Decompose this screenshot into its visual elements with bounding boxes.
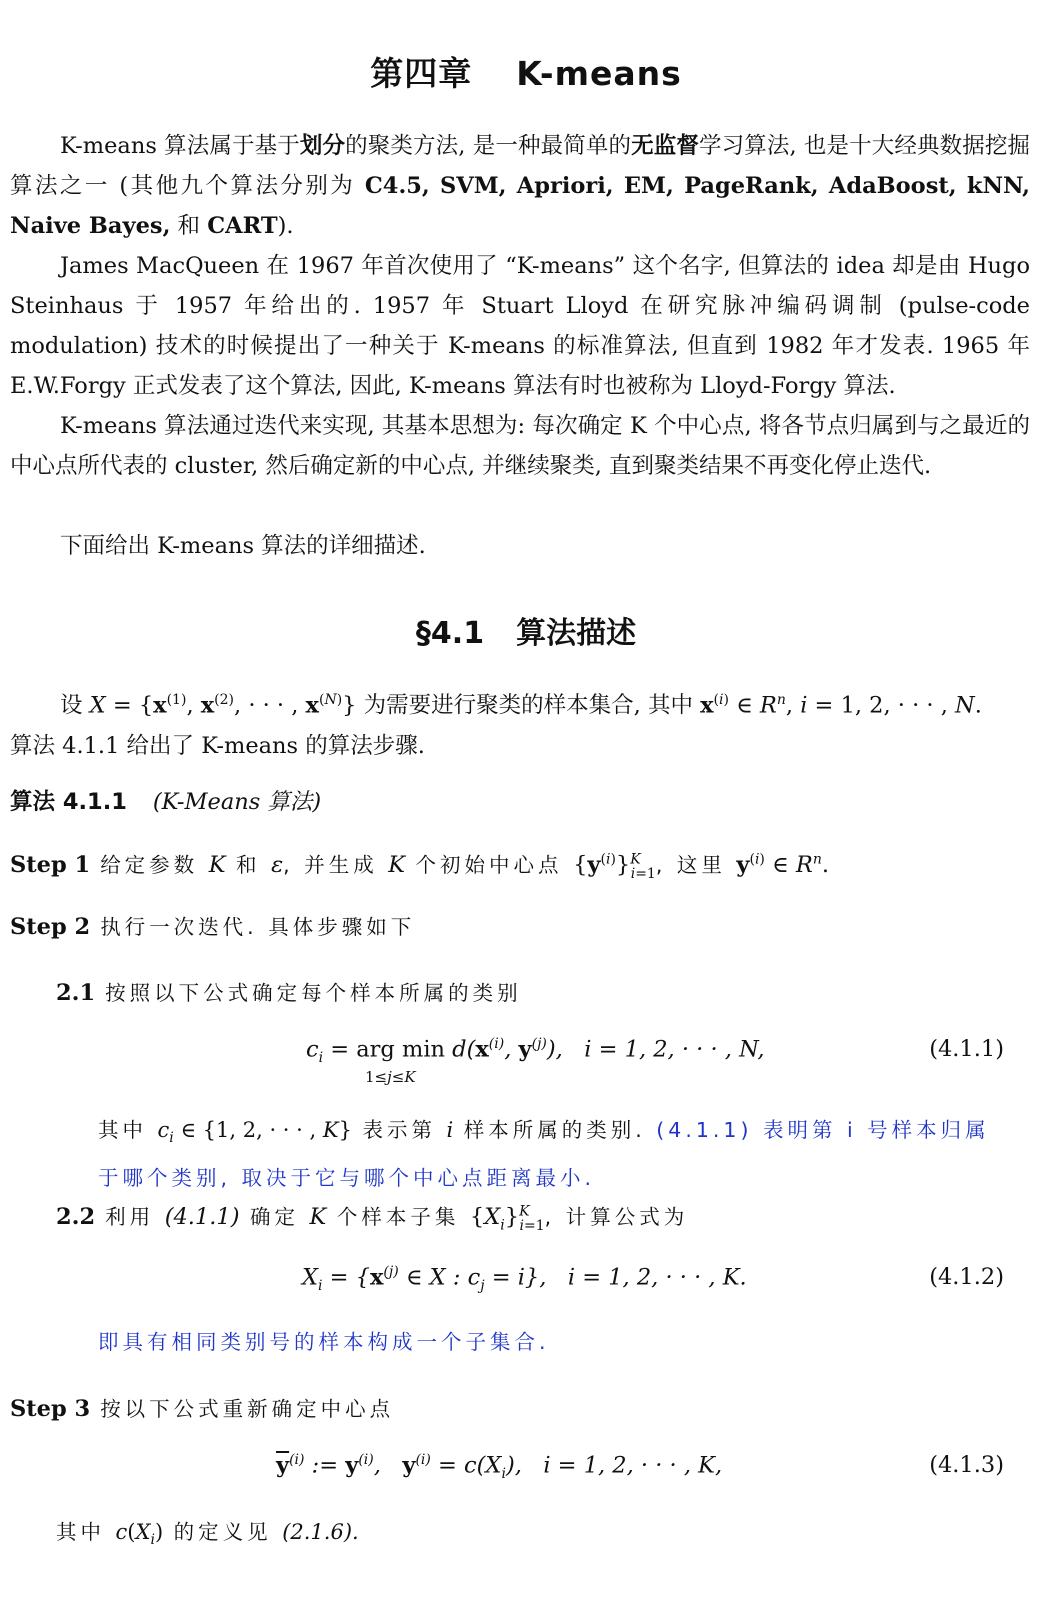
note-after-4-1-2: 即具有相同类别号的样本构成一个子集合.: [98, 1330, 550, 1354]
algorithm-name: (K-Means 算法): [152, 789, 322, 815]
note-after-4-1-1: 其中 $c_i$ ∈ {1, 2, · · · , K} 表示第 i 样本所属的类别. (4.1.1) 表明第 i 号样本归属于哪个类别, 取决于它与哪个中心点距离最小.: [98, 1118, 990, 1191]
section-title: [10, 608, 1042, 652]
algorithm-heading: [10, 784, 321, 816]
substep-2-2: 2.2 利用 (4.1.1) 确定 K 个样本子集 $\{X_i\}^K_{i=1}$, 计算公式为: [56, 1203, 689, 1234]
intro-paragraph-1: K-means 算法属于基于划分的聚类方法, 是一种最简单的无监督学习算法, 也是十大经典数据挖掘算法之一 (其他九个算法分别为 C4.5, SVM, Apriori, EM, PageRank, AdaBoost, kNN, Naive Bayes, 和 CART).: [10, 133, 1030, 239]
equation-number-4-1-3: (4.1.3): [929, 1452, 1004, 1478]
equation-number-4-1-1: (4.1.1): [929, 1036, 1004, 1062]
algorithm-label: 算法 4.1.1: [10, 789, 127, 815]
chapter-title: [10, 48, 1042, 95]
step-2: Step 2 执行一次迭代. 具体步骤如下: [10, 914, 416, 940]
substep-2-1: 2.1 按照以下公式确定每个样本所属的类别: [56, 980, 522, 1006]
chapter-label: 第四章: [370, 54, 473, 93]
note-after-4-1-3: 其中 $c(X_i)$ 的定义见 (2.1.6).: [56, 1520, 359, 1549]
section-intro: 设 $X = \{x^{(1)}$, $x^{(2)}$, · · · , $x^{(N)}$} 为需要进行聚类的样本集合, 其中 $x^{(i)}$ ∈ $R^n$, i = 1, 2, · · · , N. 算法 4.1.1 给出了 K-means 的算法步骤.: [10, 692, 982, 759]
step-3: Step 3 按以下公式重新确定中心点: [10, 1396, 395, 1422]
section-name: 算法描述: [516, 616, 637, 651]
intro-paragraph-3: K-means 算法通过迭代来实现, 其基本思想为: 每次确定 K 个中心点, 将各节点归属到与之最近的中心点所代表的 cluster, 然后确定新的中心点, 并继续聚类, 直到聚类结果不再变化停止迭代.: [10, 413, 1030, 479]
section-number: §4.1: [415, 616, 485, 651]
intro-paragraph-2: James MacQueen 在 1967 年首次使用了 “K-means” 这个名字, 但算法的 idea 却是由 Hugo Steinhaus 于 1957 年给出的. 1957 年 Stuart Lloyd 在研究脉冲编码调制 (pulse-code modulation) 技术的时候提出了一种关于 K-means 的标准算法, 但直到 1982 年才发表. 1965 年 E.W.Forgy 正式发表了这个算法, 因此, K-means 算法有时也被称为 Lloyd-Forgy 算法.: [10, 253, 1030, 399]
chapter-name: K-means: [516, 54, 682, 93]
intro-paragraph-4: 下面给出 K-means 算法的详细描述.: [60, 533, 426, 559]
note-highlight: (4.1.1) 表明第 i 号样本归属于哪个类别, 取决于它与哪个中心点距离最小.: [98, 1118, 990, 1191]
step-1: Step 1 给定参数 K 和 ε, 并生成 K 个初始中心点 $\{y^{(i)}\}^K_{i=1}$, 这里 $y^{(i)}$ ∈ $R^n$.: [10, 851, 829, 882]
equation-number-4-1-2: (4.1.2): [929, 1264, 1004, 1290]
